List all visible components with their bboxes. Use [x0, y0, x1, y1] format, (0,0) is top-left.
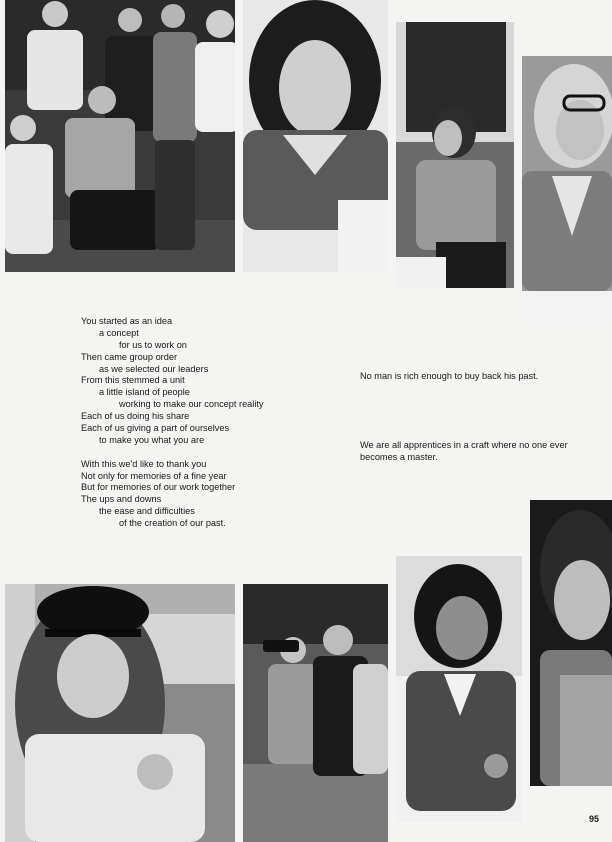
poem-line: to make you what you are [99, 434, 205, 445]
photo-girl-in-cap [5, 584, 235, 842]
poem-line: Not only for memories of a fine year [81, 470, 227, 481]
photo-students-with-camera [243, 584, 388, 842]
poem-line: But for memories of our work together [81, 482, 236, 493]
portrait-curly-hair-woman [243, 0, 388, 272]
poem-line: a little island of people [99, 387, 190, 398]
group-photo-six-students [5, 0, 235, 272]
poem-line: Then came group order [81, 351, 178, 362]
page-number: 95 [589, 814, 600, 824]
poem-line [81, 447, 321, 459]
poem-line: Each of us giving a part of ourselves [81, 423, 230, 434]
quote-apprentices: We are all apprentices in a craft where no one ever becomes a master. [360, 440, 568, 462]
poem-line: a concept [99, 327, 139, 338]
poem-line: The ups and downs [81, 494, 162, 505]
poem-line: Each of us doing his share [81, 411, 190, 422]
poem-line: From this stemmed a unit [81, 375, 185, 386]
poem-line: the ease and difficulties [99, 506, 195, 517]
photo-woman-short-hair-smiling [530, 500, 612, 786]
poem-line: working to make our concept reality [119, 399, 264, 410]
poem-line: as we selected our leaders [99, 363, 209, 374]
photo-woman-seated-by-window [396, 22, 514, 288]
poem-line: for us to work on [119, 339, 187, 350]
photo-woman-dark-bob [396, 556, 522, 822]
dedication-poem [81, 316, 321, 530]
photo-woman-with-glasses [522, 56, 612, 324]
poem-line: You started as an idea [81, 316, 173, 326]
poem-line: With this we'd like to thank you [81, 458, 207, 469]
quote-rich-enough: No man is rich enough to buy back his past. [360, 371, 539, 381]
poem-line: of the creation of our past. [119, 518, 226, 529]
